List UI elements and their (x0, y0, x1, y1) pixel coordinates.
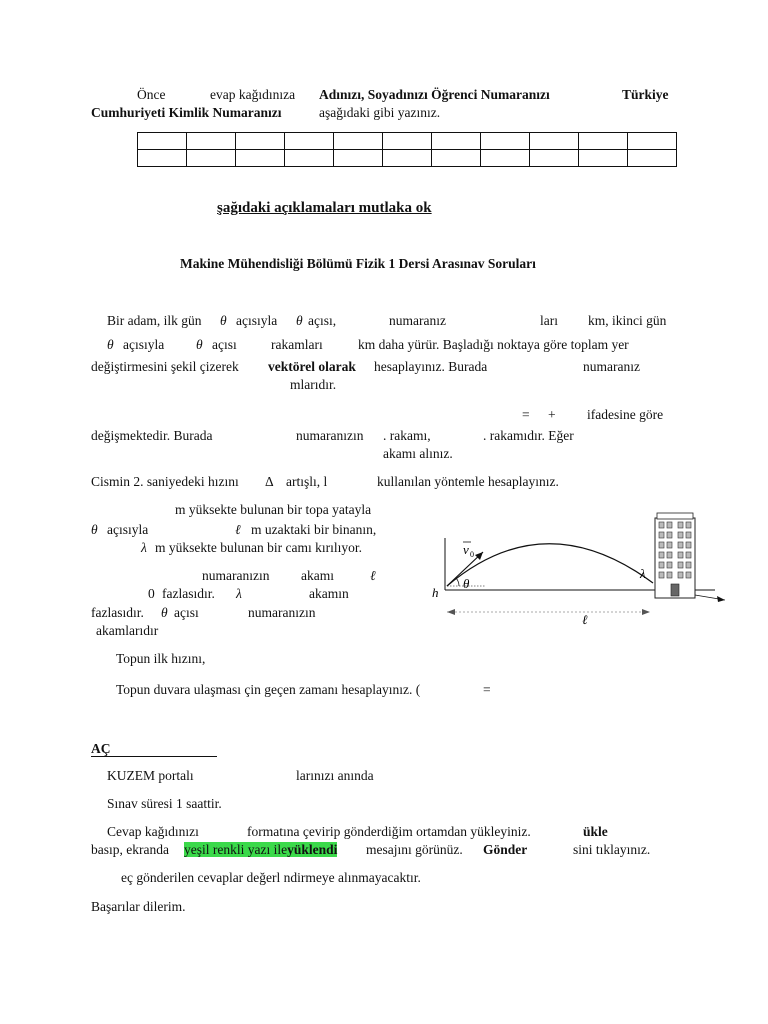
grid-cell[interactable] (530, 133, 579, 150)
trajectory-path (447, 544, 653, 586)
q3-text: m yüksekte bulunan bir topa yatayla (175, 502, 372, 517)
grid-cell[interactable] (187, 133, 236, 150)
highlight-part-1: yeşil renkli yazı ile (184, 842, 288, 857)
q1-text: km daha yürür. Başladığı noktaya göre toplam yer (358, 337, 629, 352)
theta-symbol: θ (220, 313, 227, 328)
q2-text: kullanılan yöntemle hesaplayınız. (377, 474, 559, 489)
grid-cell[interactable] (236, 133, 285, 150)
intro-text-3: aşağıdaki gibi yazınız. (319, 105, 441, 120)
lambda-symbol: λ (236, 586, 242, 601)
grid-cell[interactable] (383, 133, 432, 150)
q2-text: . rakamıdır. Eğer (483, 428, 574, 443)
q1-text: numaranız (583, 359, 640, 374)
theta-symbol: θ (196, 337, 203, 352)
q1-text-bold: vektörel olarak (268, 359, 356, 374)
q2-text: . rakamı, (383, 428, 431, 443)
q3-text: açısı (174, 605, 199, 620)
highlight-text (184, 842, 337, 858)
q2-text: = (522, 407, 530, 422)
q2-text: değişmektedir. Burada (91, 428, 213, 443)
grid-cell[interactable] (138, 133, 187, 150)
theta-symbol: θ (107, 337, 114, 352)
x-axis-arrowhead (717, 596, 725, 602)
warning-heading: şağıdaki açıklamaları mutlaka ok (217, 200, 432, 216)
ell-symbol: ℓ (370, 568, 376, 583)
intro-text-bold-3: Cumhuriyeti Kimlik Numaranızı (91, 105, 282, 120)
q3-text: akamı (301, 568, 334, 583)
distance-arrow-left (447, 609, 455, 615)
q1-text: açısıyla (123, 337, 165, 352)
building-icon (655, 513, 695, 598)
lambda-label: λ (640, 566, 646, 581)
grid-cell[interactable] (432, 150, 481, 167)
q2-text: + (548, 407, 556, 422)
theta-symbol: θ (161, 605, 168, 620)
grid-cell[interactable] (236, 150, 285, 167)
grid-cell[interactable] (334, 150, 383, 167)
notes-text: Sınav süresi 1 saattir. (107, 796, 222, 811)
q3-text: akamın (309, 586, 349, 601)
distance-arrow-right (642, 609, 650, 615)
intro-text-bold-2: Türkiye (622, 87, 669, 102)
grid-cell[interactable] (628, 150, 677, 167)
notes-text-bold: Gönder (483, 842, 528, 857)
q3-text: m uzaktaki bir binanın, (251, 522, 377, 537)
grid-cell[interactable] (530, 150, 579, 167)
grid-cell[interactable] (579, 150, 628, 167)
v0-subscript: 0 (470, 550, 474, 559)
grid-cell[interactable] (383, 150, 432, 167)
notes-text: larınızı anında (296, 768, 374, 783)
delta-symbol: Δ (265, 474, 274, 489)
projectile-diagram (425, 508, 730, 628)
q2-text: numaranızın (296, 428, 364, 443)
notes-text: Cevap kağıdınızı (107, 824, 199, 839)
intro-text-bold-1: Adınızı, Soyadınızı Öğrenci Numaranızı (319, 87, 550, 102)
q3-part-b: = (483, 682, 491, 697)
notes-text: sini tıklayınız. (573, 842, 651, 857)
intro-text-1: Önce (137, 87, 166, 102)
grid-cell[interactable] (285, 133, 334, 150)
q3-text: akamlarıdır (96, 623, 159, 638)
notes-text-bold: ükle (583, 824, 608, 839)
q1-text: rakamları (271, 337, 323, 352)
q2-text: artışlı, l (286, 474, 328, 489)
grid-row (138, 133, 677, 150)
notes-text: formatına çevirip gönderdiğim ortamdan yükleyiniz. (247, 824, 531, 839)
notes-text: basıp, ekranda (91, 842, 169, 857)
q3-text: m yüksekte bulunan bir camı kırılıyor. (155, 540, 362, 555)
q3-text: numaranızın (248, 605, 316, 620)
theta-symbol: θ (91, 522, 98, 537)
ell-label: ℓ (582, 612, 588, 627)
q3-text: fazlasıdır. (162, 586, 215, 601)
grid-cell[interactable] (628, 133, 677, 150)
q3-text: fazlasıdır. (91, 605, 144, 620)
q3-text: 0 (148, 586, 155, 601)
grid-cell[interactable] (285, 150, 334, 167)
q3-part-a: Topun ilk hızını, (116, 651, 206, 666)
q2-text: ifadesine göre (587, 407, 664, 422)
q1-text: açısı (212, 337, 237, 352)
notes-text: KUZEM portalı (107, 768, 194, 783)
grid-cell[interactable] (187, 150, 236, 167)
grid-cell[interactable] (334, 133, 383, 150)
notes-heading: AÇ (91, 741, 217, 757)
grid-cell[interactable] (138, 150, 187, 167)
intro-text-2: evap kağıdınıza (210, 87, 296, 102)
q1-text: km, ikinci gün (588, 313, 667, 328)
highlight-part-2: yüklendi (287, 842, 338, 857)
grid-cell[interactable] (481, 150, 530, 167)
grid-cell[interactable] (481, 133, 530, 150)
h-label: h (432, 585, 439, 600)
theta-symbol: θ (296, 313, 303, 328)
notes-text: mesajını görünüz. (366, 842, 463, 857)
theta-label: θ (463, 576, 470, 591)
q1-text: numaranız (389, 313, 446, 328)
notes-text: eç gönderilen cevaplar değerl ndirmeye alınmayacaktır. (121, 870, 421, 885)
v0-label: v (463, 542, 469, 557)
q1-text: mlarıdır. (290, 377, 337, 392)
q1-text: açısıyla (236, 313, 278, 328)
grid-row (138, 150, 677, 167)
angle-arc (456, 578, 459, 586)
page-title: Makine Mühendisliği Bölümü Fizik 1 Dersi Arasınav Soruları (180, 256, 536, 271)
q3-text: açısıyla (107, 522, 149, 537)
grid-cell[interactable] (579, 133, 628, 150)
q2-text: akamı alınız. (383, 446, 453, 461)
q1-text: Bir adam, ilk gün (107, 313, 202, 328)
id-number-grid (137, 132, 677, 167)
q2-text: Cismin 2. saniyedeki hızını (91, 474, 239, 489)
q1-text: ları (540, 313, 558, 328)
lambda-symbol: λ (141, 540, 147, 555)
q1-text: açısı, (308, 313, 337, 328)
q1-text: değiştirmesini şekil çizerek (91, 359, 239, 374)
q3-part-b: Topun duvara ulaşması çin geçen zamanı hesaplayınız. ( (116, 682, 421, 697)
closing-text: Başarılar dilerim. (91, 899, 186, 914)
q1-text: hesaplayınız. Burada (374, 359, 488, 374)
ell-symbol: ℓ (235, 522, 241, 537)
grid-cell[interactable] (432, 133, 481, 150)
q3-text: numaranızın (202, 568, 270, 583)
